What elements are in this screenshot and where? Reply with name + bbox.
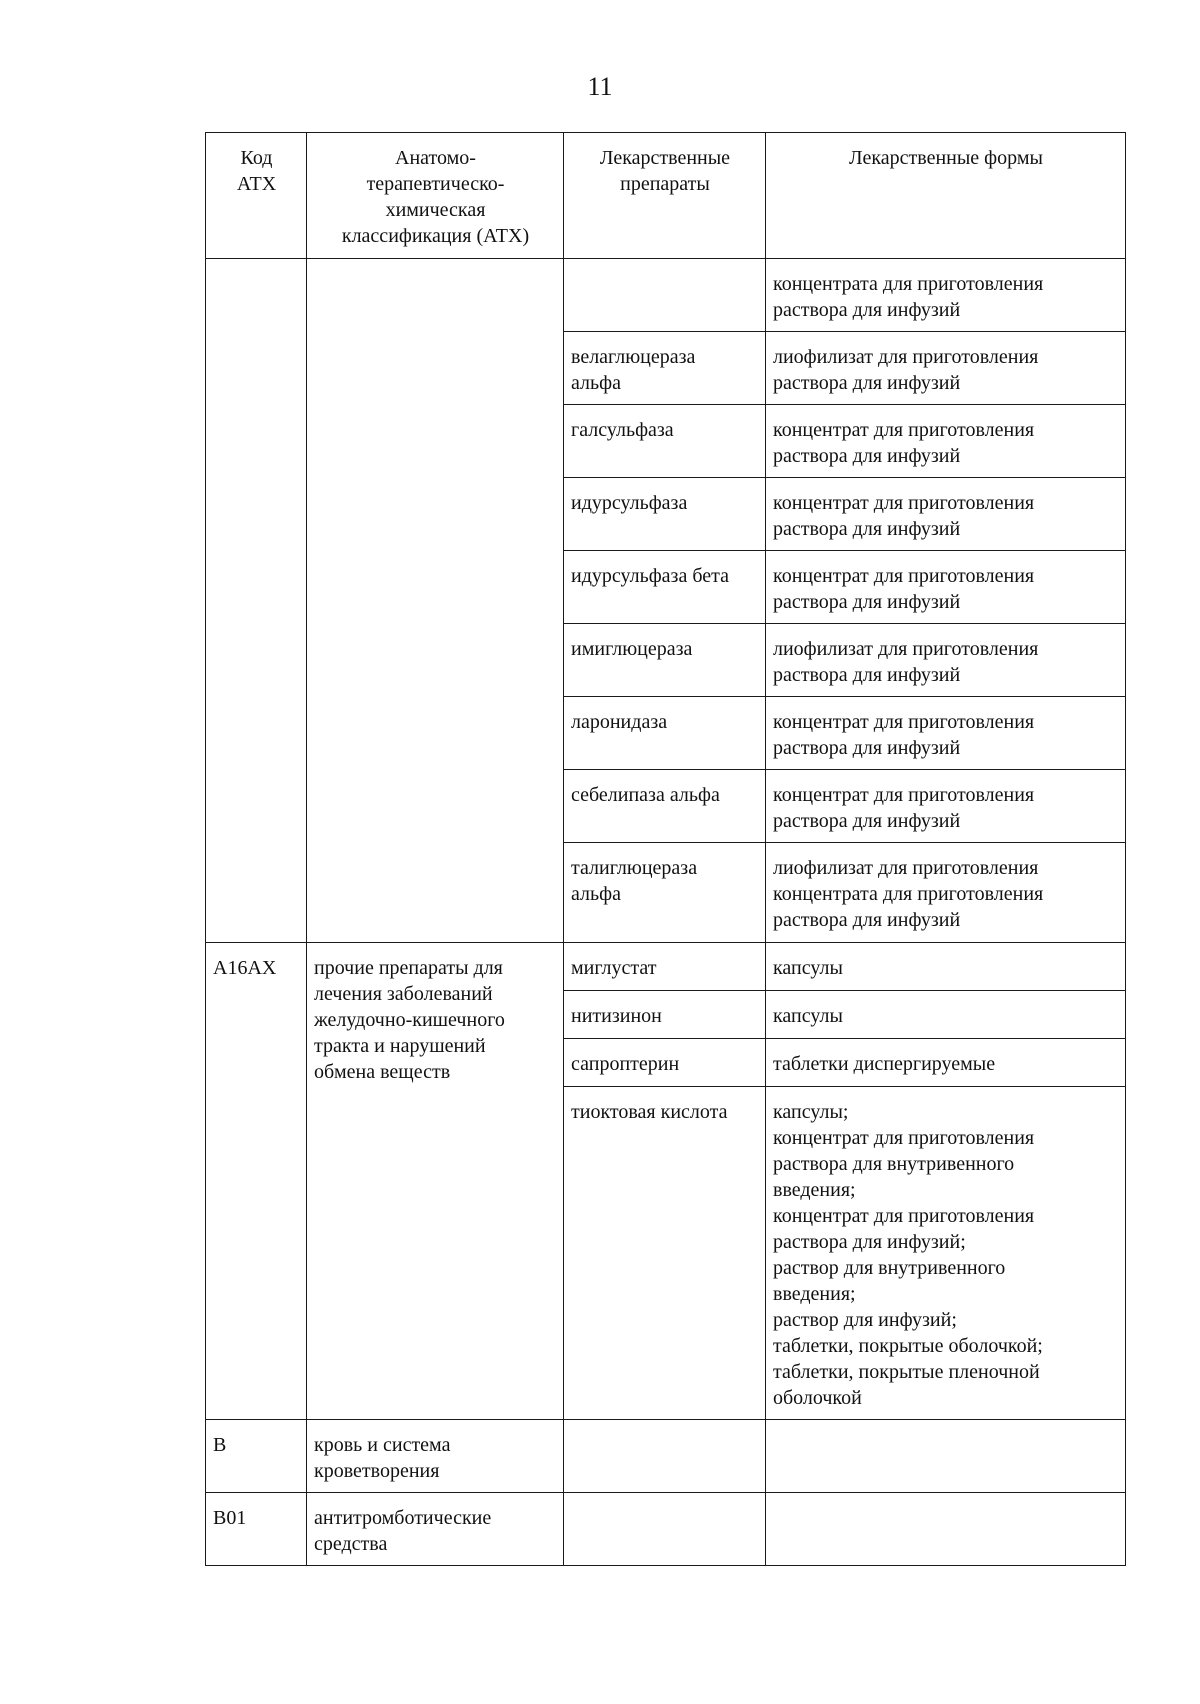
cell-drug: идурсульфаза — [564, 478, 766, 551]
cell-drug: талиглюцераза альфа — [564, 843, 766, 943]
cell-drug: ларонидаза — [564, 697, 766, 770]
cell-drug: велаглюцераза альфа — [564, 332, 766, 405]
cell-drug: миглустат — [564, 943, 766, 991]
cell-form — [766, 1493, 1126, 1566]
table-header-row — [206, 133, 1126, 259]
cell-drug: нитизинон — [564, 991, 766, 1039]
header-forms: Лекарственные формы — [766, 133, 1126, 259]
cell-form: капсулы — [766, 991, 1126, 1039]
cell-drug: имиглюцераза — [564, 624, 766, 697]
cell-form: концентрат для приготовления раствора для инфузий — [766, 405, 1126, 478]
cell-form: концентрат для приготовления раствора для инфузий — [766, 478, 1126, 551]
header-drugs: Лекарственные препараты — [564, 133, 766, 259]
cell-form: концентрата для приготовления раствора для инфузий — [766, 259, 1126, 332]
cell-form — [766, 1420, 1126, 1493]
cell-form: капсулы — [766, 943, 1126, 991]
cell-drug: идурсульфаза бета — [564, 551, 766, 624]
cell-drug — [564, 259, 766, 332]
cell-drug: галсульфаза — [564, 405, 766, 478]
cell-form: концентрат для приготовления раствора для инфузий — [766, 697, 1126, 770]
atc-drug-table — [205, 132, 1126, 1566]
table-row — [206, 1420, 1126, 1493]
cell-form: лиофилизат для приготовления раствора для инфузий — [766, 624, 1126, 697]
cell-drug: себелипаза альфа — [564, 770, 766, 843]
cell-classification: кровь и система кроветворения — [307, 1420, 564, 1493]
cell-form: лиофилизат для приготовления раствора для инфузий — [766, 332, 1126, 405]
cell-classification: прочие препараты для лечения заболеваний желудочно-кишечного тракта и нарушений обмена веществ — [307, 943, 564, 1420]
cell-drug: тиоктовая кислота — [564, 1087, 766, 1420]
table-row — [206, 1493, 1126, 1566]
header-classification: Анатомо- терапевтическо- химическая классификация (АТХ) — [307, 133, 564, 259]
cell-form: концентрат для приготовления раствора для инфузий — [766, 551, 1126, 624]
cell-code — [206, 259, 307, 943]
cell-code: B01 — [206, 1493, 307, 1566]
cell-classification — [307, 259, 564, 943]
table-row — [206, 259, 1126, 332]
cell-drug: сапроптерин — [564, 1039, 766, 1087]
cell-code: A16AX — [206, 943, 307, 1420]
cell-drug — [564, 1420, 766, 1493]
header-code: Код АТХ — [206, 133, 307, 259]
cell-classification: антитромботические средства — [307, 1493, 564, 1566]
table-row — [206, 943, 1126, 991]
cell-form: лиофилизат для приготовления концентрата для приготовления раствора для инфузий — [766, 843, 1126, 943]
cell-drug — [564, 1493, 766, 1566]
cell-code: B — [206, 1420, 307, 1493]
page-number: 11 — [587, 72, 613, 101]
cell-form: таблетки диспергируемые — [766, 1039, 1126, 1087]
cell-form: концентрат для приготовления раствора для инфузий — [766, 770, 1126, 843]
cell-form: капсулы; концентрат для приготовления раствора для внутривенного введения; концентрат для приготовления раствора для инфузий; раствор для внутривенного введения; раствор для инфузий; таблетки, покрытые оболочкой; таблетки, покрытые пленочной оболочкой — [766, 1087, 1126, 1420]
